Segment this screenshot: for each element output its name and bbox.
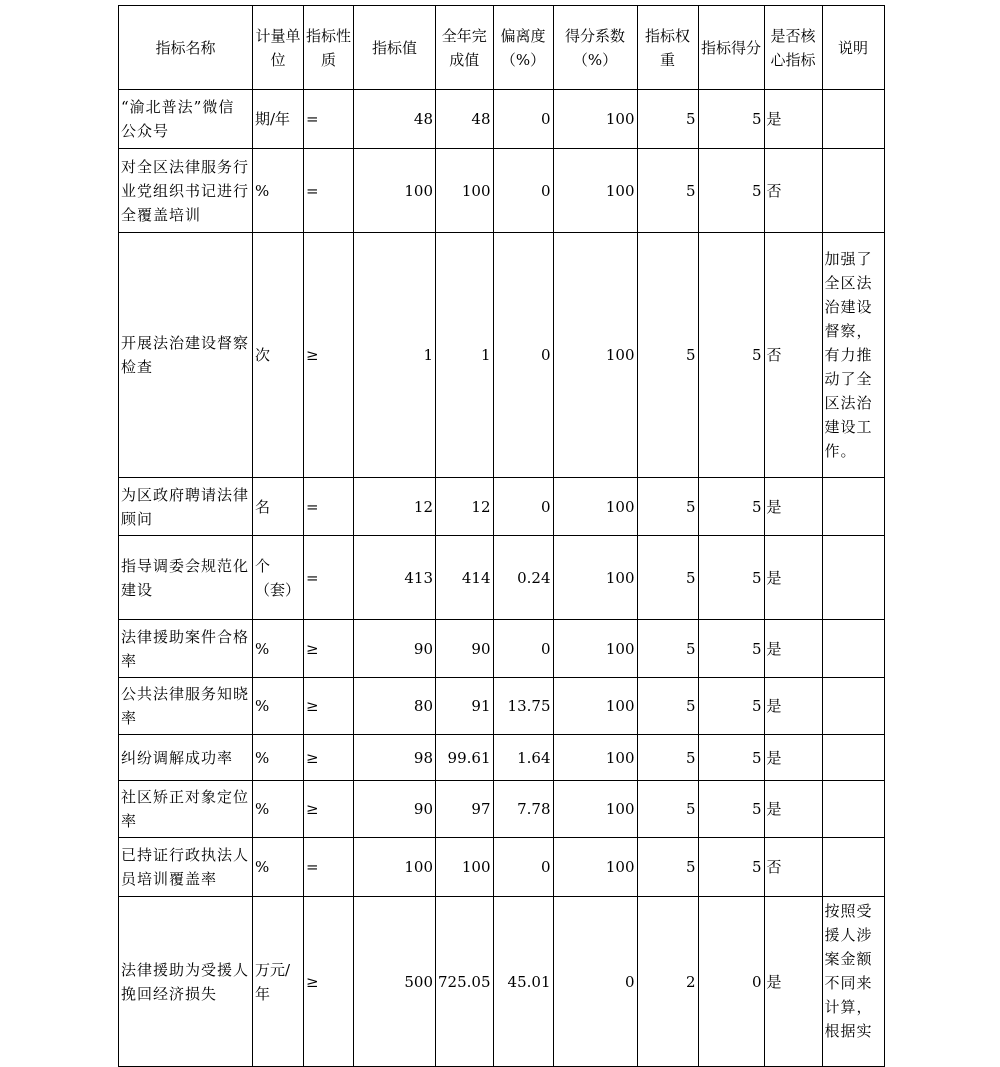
note-cell: [822, 149, 884, 233]
score-cell: 5: [698, 735, 764, 781]
property-cell: =: [304, 838, 354, 897]
property-cell: =: [304, 149, 354, 233]
indicator-name-cell: 法律援助为受援人挽回经济损失: [119, 897, 253, 1067]
note-cell: [822, 735, 884, 781]
indicator-name-cell: 社区矫正对象定位率: [119, 781, 253, 838]
indicator-name-cell: 开展法治建设督察检查: [119, 233, 253, 478]
core-indicator-cell: 否: [764, 838, 822, 897]
deviation-cell: 1.64: [493, 735, 553, 781]
table-row: [119, 897, 885, 1067]
core-indicator-cell: 是: [764, 735, 822, 781]
unit-cell: 个（套）: [253, 536, 304, 620]
core-indicator-cell: 是: [764, 620, 822, 678]
header-target-value: 指标值: [354, 6, 436, 90]
property-cell: =: [304, 90, 354, 149]
property-cell: =: [304, 478, 354, 536]
actual-value-cell: 97: [436, 781, 494, 838]
score-coefficient-cell: 100: [553, 536, 637, 620]
table-row: [119, 149, 885, 233]
deviation-cell: 0: [493, 620, 553, 678]
unit-cell: %: [253, 781, 304, 838]
deviation-cell: 0: [493, 149, 553, 233]
score-coefficient-cell: 0: [553, 897, 637, 1067]
target-value-cell: 90: [354, 781, 436, 838]
weight-cell: 5: [637, 149, 698, 233]
target-value-cell: 90: [354, 620, 436, 678]
unit-cell: %: [253, 735, 304, 781]
indicator-name-cell: 纠纷调解成功率: [119, 735, 253, 781]
target-value-cell: 413: [354, 536, 436, 620]
note-cell: [822, 90, 884, 149]
table-row: [119, 233, 885, 478]
weight-cell: 5: [637, 233, 698, 478]
unit-cell: 期/年: [253, 90, 304, 149]
deviation-cell: 0: [493, 90, 553, 149]
property-cell: ≥: [304, 897, 354, 1067]
score-coefficient-cell: 100: [553, 90, 637, 149]
header-actual-value: 全年完成值: [436, 6, 494, 90]
table-row: [119, 678, 885, 735]
deviation-cell: 7.78: [493, 781, 553, 838]
core-indicator-cell: 是: [764, 536, 822, 620]
core-indicator-cell: 是: [764, 678, 822, 735]
score-cell: 0: [698, 897, 764, 1067]
note-cell: [822, 678, 884, 735]
core-indicator-cell: 否: [764, 149, 822, 233]
unit-cell: %: [253, 620, 304, 678]
target-value-cell: 12: [354, 478, 436, 536]
score-cell: 5: [698, 478, 764, 536]
score-cell: 5: [698, 838, 764, 897]
weight-cell: 2: [637, 897, 698, 1067]
target-value-cell: 1: [354, 233, 436, 478]
core-indicator-cell: 是: [764, 781, 822, 838]
header-property: 指标性质: [304, 6, 354, 90]
indicator-name-cell: “渝北普法”微信公众号: [119, 90, 253, 149]
deviation-cell: 0: [493, 478, 553, 536]
weight-cell: 5: [637, 90, 698, 149]
header-row: [119, 6, 885, 90]
header-score: 指标得分: [698, 6, 764, 90]
note-cell: [822, 620, 884, 678]
table-row: [119, 478, 885, 536]
target-value-cell: 80: [354, 678, 436, 735]
score-coefficient-cell: 100: [553, 478, 637, 536]
indicator-name-cell: 法律援助案件合格率: [119, 620, 253, 678]
header-score-coefficient: 得分系数（%）: [553, 6, 637, 90]
unit-cell: 次: [253, 233, 304, 478]
property-cell: ≥: [304, 781, 354, 838]
header-unit: 计量单位: [253, 6, 304, 90]
note-cell: [822, 838, 884, 897]
actual-value-cell: 90: [436, 620, 494, 678]
header-core-indicator: 是否核心指标: [764, 6, 822, 90]
note-cell: [822, 478, 884, 536]
performance-indicator-table: [118, 5, 885, 1067]
property-cell: ≥: [304, 678, 354, 735]
core-indicator-cell: 是: [764, 897, 822, 1067]
unit-cell: %: [253, 678, 304, 735]
unit-cell: %: [253, 838, 304, 897]
target-value-cell: 100: [354, 149, 436, 233]
table-row: [119, 90, 885, 149]
score-cell: 5: [698, 149, 764, 233]
property-cell: ≥: [304, 620, 354, 678]
deviation-cell: 45.01: [493, 897, 553, 1067]
header-indicator-name: 指标名称: [119, 6, 253, 90]
weight-cell: 5: [637, 781, 698, 838]
indicator-name-cell: 公共法律服务知晓率: [119, 678, 253, 735]
weight-cell: 5: [637, 478, 698, 536]
deviation-cell: 0: [493, 838, 553, 897]
core-indicator-cell: 是: [764, 478, 822, 536]
note-cell: 按照受援人涉案金额不同来计算，根据实: [822, 897, 884, 1067]
score-cell: 5: [698, 620, 764, 678]
actual-value-cell: 414: [436, 536, 494, 620]
actual-value-cell: 91: [436, 678, 494, 735]
unit-cell: 万元/年: [253, 897, 304, 1067]
score-coefficient-cell: 100: [553, 620, 637, 678]
score-coefficient-cell: 100: [553, 678, 637, 735]
indicator-name-cell: 已持证行政执法人员培训覆盖率: [119, 838, 253, 897]
actual-value-cell: 99.61: [436, 735, 494, 781]
deviation-cell: 0.24: [493, 536, 553, 620]
score-coefficient-cell: 100: [553, 781, 637, 838]
actual-value-cell: 725.05: [436, 897, 494, 1067]
core-indicator-cell: 否: [764, 233, 822, 478]
score-cell: 5: [698, 678, 764, 735]
header-weight: 指标权重: [637, 6, 698, 90]
target-value-cell: 98: [354, 735, 436, 781]
property-cell: ≥: [304, 233, 354, 478]
table-row: [119, 838, 885, 897]
weight-cell: 5: [637, 838, 698, 897]
note-cell: 加强了全区法治建设督察，有力推动了全区法治建设工作。: [822, 233, 884, 478]
target-value-cell: 100: [354, 838, 436, 897]
deviation-cell: 13.75: [493, 678, 553, 735]
score-cell: 5: [698, 233, 764, 478]
score-coefficient-cell: 100: [553, 735, 637, 781]
actual-value-cell: 1: [436, 233, 494, 478]
property-cell: ≥: [304, 735, 354, 781]
target-value-cell: 48: [354, 90, 436, 149]
actual-value-cell: 100: [436, 838, 494, 897]
header-note: 说明: [822, 6, 884, 90]
deviation-cell: 0: [493, 233, 553, 478]
score-cell: 5: [698, 536, 764, 620]
table-row: [119, 536, 885, 620]
weight-cell: 5: [637, 536, 698, 620]
score-coefficient-cell: 100: [553, 149, 637, 233]
score-cell: 5: [698, 90, 764, 149]
weight-cell: 5: [637, 620, 698, 678]
core-indicator-cell: 是: [764, 90, 822, 149]
actual-value-cell: 12: [436, 478, 494, 536]
weight-cell: 5: [637, 678, 698, 735]
table-row: [119, 781, 885, 838]
unit-cell: %: [253, 149, 304, 233]
weight-cell: 5: [637, 735, 698, 781]
actual-value-cell: 48: [436, 90, 494, 149]
target-value-cell: 500: [354, 897, 436, 1067]
indicator-name-cell: 为区政府聘请法律顾问: [119, 478, 253, 536]
table-row: [119, 735, 885, 781]
indicator-name-cell: 指导调委会规范化建设: [119, 536, 253, 620]
score-cell: 5: [698, 781, 764, 838]
note-cell: [822, 781, 884, 838]
header-deviation: 偏离度（%）: [493, 6, 553, 90]
note-cell: [822, 536, 884, 620]
property-cell: =: [304, 536, 354, 620]
unit-cell: 名: [253, 478, 304, 536]
score-coefficient-cell: 100: [553, 233, 637, 478]
actual-value-cell: 100: [436, 149, 494, 233]
score-coefficient-cell: 100: [553, 838, 637, 897]
indicator-name-cell: 对全区法律服务行业党组织书记进行全覆盖培训: [119, 149, 253, 233]
table-row: [119, 620, 885, 678]
